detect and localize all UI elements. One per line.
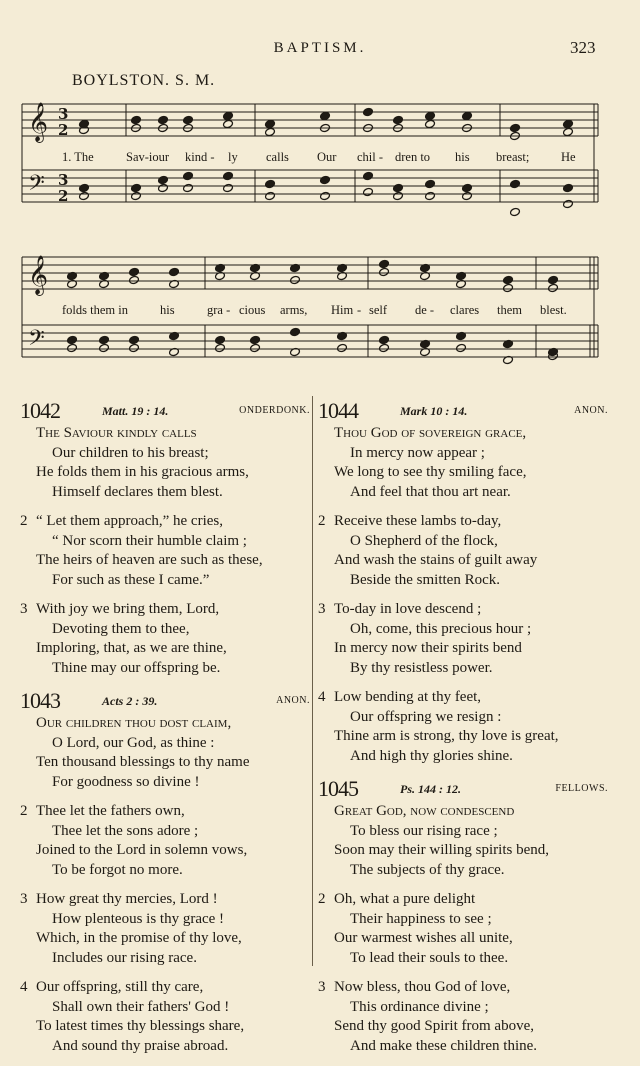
note-head bbox=[548, 283, 559, 292]
page-number: 323 bbox=[570, 38, 596, 57]
verse-text: Send thy good Spirit from above, bbox=[334, 1018, 534, 1034]
verse-text: Soon may their willing spirits bend, bbox=[334, 842, 549, 858]
hymn-heading bbox=[20, 398, 310, 424]
lyric-syllable: breast; bbox=[496, 150, 530, 164]
hymn-1043 bbox=[20, 688, 310, 1056]
verse-line bbox=[318, 551, 608, 571]
note-head bbox=[563, 199, 574, 208]
note-head bbox=[363, 187, 374, 196]
verse-line bbox=[20, 444, 310, 464]
hymn-author: ANON. bbox=[276, 695, 310, 706]
hymn-author: ANON. bbox=[574, 405, 608, 416]
note-head bbox=[131, 115, 142, 124]
note-head bbox=[337, 343, 348, 352]
hymn-author: ONDERDONK. bbox=[239, 405, 310, 416]
verse-line bbox=[20, 620, 310, 640]
note-head bbox=[320, 191, 331, 200]
verse-text: To bless our rising race ; bbox=[350, 822, 498, 839]
verse-line bbox=[318, 424, 608, 444]
verse-text: We long to see thy smiling face, bbox=[334, 464, 527, 480]
note-head bbox=[563, 127, 574, 136]
note-head bbox=[250, 335, 261, 344]
verse-text: To latest times thy blessings share, bbox=[36, 1018, 245, 1034]
note-head bbox=[379, 267, 390, 276]
note-head bbox=[215, 335, 226, 344]
stanza bbox=[20, 890, 310, 968]
note-head bbox=[425, 111, 436, 120]
note-head bbox=[183, 183, 194, 192]
verse-line bbox=[20, 551, 310, 571]
verse-line bbox=[20, 929, 310, 949]
note-head bbox=[320, 175, 331, 184]
verse-text: The heirs of heaven are such as these, bbox=[36, 552, 263, 568]
note-head bbox=[290, 275, 301, 284]
verse-text: O Shepherd of the flock, bbox=[350, 532, 498, 549]
verse-text: Includes our rising race. bbox=[52, 949, 197, 966]
note-head bbox=[563, 183, 574, 192]
verse-text: Our children to his breast; bbox=[52, 444, 209, 461]
note-head bbox=[183, 171, 194, 180]
music-score bbox=[0, 0, 640, 380]
verse-text: And feel that thou art near. bbox=[350, 483, 511, 500]
verse-line bbox=[318, 444, 608, 464]
verse-line bbox=[318, 512, 608, 532]
stanza bbox=[318, 802, 608, 880]
note-head bbox=[510, 207, 521, 216]
note-head bbox=[379, 343, 390, 352]
hymn-1044 bbox=[318, 398, 608, 766]
note-head bbox=[393, 115, 404, 124]
verse-line bbox=[20, 424, 310, 444]
lyric-syllable: Our bbox=[317, 150, 337, 164]
lyric-syllable: - bbox=[357, 303, 362, 317]
note-head bbox=[462, 111, 473, 120]
verse-line bbox=[20, 512, 310, 532]
note-head bbox=[158, 183, 169, 192]
verse-text: How plenteous is thy grace ! bbox=[52, 910, 225, 927]
verse-text: In mercy now their spirits bend bbox=[334, 640, 522, 656]
verse-text: He folds them in his gracious arms, bbox=[36, 464, 249, 480]
note-head bbox=[215, 343, 226, 352]
note-head bbox=[129, 335, 140, 344]
left-column bbox=[20, 398, 310, 1066]
verse-line bbox=[20, 949, 310, 969]
note-head bbox=[223, 119, 234, 128]
hymn-number: 1042 bbox=[20, 398, 60, 423]
stanza bbox=[318, 424, 608, 502]
verse-line bbox=[20, 998, 310, 1018]
verse-line bbox=[318, 708, 608, 728]
lyric-syllable: gra - bbox=[207, 303, 231, 317]
column-divider bbox=[312, 396, 313, 966]
verse-text: Thee let the fathers own, bbox=[36, 803, 185, 819]
verse-text: And wash the stains of guilt away bbox=[334, 552, 538, 568]
verse-text: To be forgot no more. bbox=[52, 861, 183, 878]
note-head bbox=[393, 183, 404, 192]
verse-line bbox=[318, 802, 608, 822]
verse-line bbox=[20, 802, 310, 822]
verse-text: Our offspring we resign : bbox=[350, 708, 502, 725]
verse-text: And sound thy praise abroad. bbox=[52, 1037, 229, 1054]
verse-text: Himself declares them blest. bbox=[52, 483, 223, 500]
note-head bbox=[129, 275, 140, 284]
note-head bbox=[129, 267, 140, 276]
verse-line bbox=[318, 1037, 608, 1057]
lyric-syllable: arms, bbox=[280, 303, 308, 317]
stanza-number: 2 bbox=[318, 891, 326, 907]
hymn-1042 bbox=[20, 398, 310, 678]
note-head bbox=[425, 191, 436, 200]
note-head bbox=[510, 123, 521, 132]
stanza bbox=[20, 714, 310, 792]
stanza bbox=[20, 600, 310, 678]
note-head bbox=[67, 343, 78, 352]
lyric-syllable: Sav-iour bbox=[126, 150, 170, 164]
verse-text: Our children thou dost claim, bbox=[36, 715, 232, 731]
verse-line bbox=[20, 822, 310, 842]
hymn-heading bbox=[318, 398, 608, 424]
note-head bbox=[265, 127, 276, 136]
verse-line bbox=[318, 822, 608, 842]
note-head bbox=[425, 119, 436, 128]
lyric-syllable: chil - bbox=[357, 150, 384, 164]
stanza bbox=[318, 688, 608, 766]
time-signature: 2 bbox=[58, 121, 69, 139]
note-head bbox=[320, 111, 331, 120]
verse-text: Oh, what a pure delight bbox=[334, 891, 476, 907]
verse-line bbox=[318, 463, 608, 483]
stanza-number: 3 bbox=[318, 601, 326, 617]
lyric-syllable: He bbox=[561, 150, 576, 164]
verse-line bbox=[318, 659, 608, 679]
verse-line bbox=[318, 998, 608, 1018]
verse-line bbox=[20, 659, 310, 679]
verse-line bbox=[318, 600, 608, 620]
note-head bbox=[265, 191, 276, 200]
note-head bbox=[223, 183, 234, 192]
running-header: BAPTISM. bbox=[273, 40, 367, 56]
verse-line bbox=[20, 600, 310, 620]
lyric-syllable: his bbox=[455, 150, 470, 164]
verse-text: Devoting them to thee, bbox=[52, 620, 190, 637]
note-head bbox=[503, 283, 514, 292]
stanza-number: 3 bbox=[318, 979, 326, 995]
verse-text: O Lord, our God, as thine : bbox=[52, 734, 215, 751]
verse-text: The Saviour kindly calls bbox=[36, 425, 197, 441]
note-head bbox=[425, 179, 436, 188]
verse-text: Our warmest wishes all unite, bbox=[334, 930, 513, 946]
verse-text: How great thy mercies, Lord ! bbox=[36, 891, 218, 907]
verse-text: Joined to the Lord in solemn vows, bbox=[36, 842, 248, 858]
stanza-number: 3 bbox=[20, 601, 28, 617]
note-head bbox=[265, 179, 276, 188]
note-head bbox=[462, 183, 473, 192]
stanza-number: 4 bbox=[318, 689, 326, 705]
hymn-heading bbox=[20, 688, 310, 714]
stanza-number: 2 bbox=[20, 803, 28, 819]
note-head bbox=[79, 183, 90, 192]
hymn-number: 1043 bbox=[20, 688, 60, 713]
stanza bbox=[20, 512, 310, 590]
note-head bbox=[131, 191, 142, 200]
verse-text: “ Nor scorn their humble claim ; bbox=[52, 532, 247, 549]
lyric-syllable: them bbox=[497, 303, 522, 317]
verse-text: To-day in love descend ; bbox=[334, 601, 482, 617]
verse-line bbox=[318, 532, 608, 552]
verse-line bbox=[318, 949, 608, 969]
hymn-number: 1044 bbox=[318, 398, 358, 423]
note-head bbox=[158, 115, 169, 124]
verse-line bbox=[318, 861, 608, 881]
verse-text: This ordinance divine ; bbox=[350, 998, 489, 1015]
hymn-number: 1045 bbox=[318, 776, 358, 801]
note-head bbox=[67, 335, 78, 344]
lyric-syllable: kind - bbox=[185, 150, 215, 164]
verse-text: Now bless, thou God of love, bbox=[334, 979, 511, 995]
note-head bbox=[563, 119, 574, 128]
lyric-syllable: blest. bbox=[540, 303, 567, 317]
verse-line bbox=[20, 753, 310, 773]
bass-clef-icon: 𝄢 bbox=[28, 171, 45, 201]
verse-line bbox=[20, 978, 310, 998]
note-head bbox=[363, 107, 374, 116]
note-head bbox=[158, 175, 169, 184]
note-head bbox=[79, 191, 90, 200]
verse-line bbox=[20, 571, 310, 591]
verse-line bbox=[20, 463, 310, 483]
lyric-syllable: dren to bbox=[395, 150, 431, 164]
verse-line bbox=[318, 620, 608, 640]
verse-line bbox=[318, 890, 608, 910]
verse-text: Receive these lambs to-day, bbox=[334, 513, 502, 529]
scripture-reference: Acts 2 : 39. bbox=[102, 694, 158, 708]
time-signature: 3 bbox=[58, 105, 69, 123]
verse-line bbox=[318, 688, 608, 708]
verse-text: Thine arm is strong, thy love is great, bbox=[334, 728, 559, 744]
stanza bbox=[318, 890, 608, 968]
stanza bbox=[20, 978, 310, 1056]
stanza bbox=[20, 424, 310, 502]
lyric-syllable: cious bbox=[239, 303, 266, 317]
verse-line bbox=[20, 910, 310, 930]
verse-text: Their happiness to see ; bbox=[350, 910, 492, 927]
verse-line bbox=[20, 1017, 310, 1037]
verse-text: For such as these I came.” bbox=[52, 571, 210, 588]
verse-text: Oh, come, this precious hour ; bbox=[350, 620, 532, 637]
verse-line bbox=[318, 1017, 608, 1037]
note-head bbox=[379, 335, 390, 344]
lyric-syllable: 1. The bbox=[62, 150, 94, 164]
verse-line bbox=[20, 532, 310, 552]
verse-text: Low bending at thy feet, bbox=[334, 689, 482, 705]
verse-text: “ Let them approach,” he cries, bbox=[36, 513, 223, 529]
stanza-number: 3 bbox=[20, 891, 28, 907]
treble-clef-icon: 𝄞 bbox=[28, 102, 49, 142]
time-signature: 3 bbox=[58, 171, 69, 189]
verse-text: Thine may our offspring be. bbox=[52, 659, 221, 676]
verse-line bbox=[318, 929, 608, 949]
verse-line bbox=[20, 483, 310, 503]
verse-text: With joy we bring them, Lord, bbox=[36, 601, 220, 617]
verse-line bbox=[318, 978, 608, 998]
verse-text: By thy resistless power. bbox=[350, 659, 493, 676]
verse-text: To lead their souls to thee. bbox=[350, 949, 509, 966]
verse-text: Great God, now condescend bbox=[334, 803, 515, 819]
time-signature: 2 bbox=[58, 187, 69, 205]
hymn-heading bbox=[318, 776, 608, 802]
note-head bbox=[462, 191, 473, 200]
verse-text: For goodness so divine ! bbox=[52, 773, 200, 790]
verse-text: Imploring, that, as we are thine, bbox=[36, 640, 227, 656]
hymn-author: FELLOWS. bbox=[555, 783, 608, 794]
verse-line bbox=[20, 1037, 310, 1057]
verse-line bbox=[318, 910, 608, 930]
stanza bbox=[318, 512, 608, 590]
note-head bbox=[129, 343, 140, 352]
note-head bbox=[99, 343, 110, 352]
stanza-number: 4 bbox=[20, 979, 28, 995]
note-head bbox=[169, 267, 180, 276]
verse-text: In mercy now appear ; bbox=[350, 444, 485, 461]
note-head bbox=[183, 115, 194, 124]
verse-text: Thee let the sons adore ; bbox=[52, 822, 199, 839]
note-head bbox=[223, 171, 234, 180]
lyric-syllable: folds them in bbox=[62, 303, 128, 317]
note-head bbox=[223, 111, 234, 120]
verse-line bbox=[318, 483, 608, 503]
verse-text: And make these children thine. bbox=[350, 1037, 538, 1054]
stanza bbox=[318, 978, 608, 1056]
verse-text: Ten thousand blessings to thy name bbox=[36, 754, 250, 770]
verse-line bbox=[20, 734, 310, 754]
verse-text: Shall own their fathers' God ! bbox=[52, 998, 230, 1015]
lyric-syllable: his bbox=[160, 303, 175, 317]
note-head bbox=[379, 259, 390, 268]
verse-line bbox=[318, 727, 608, 747]
bass-clef-icon: 𝄢 bbox=[28, 326, 45, 356]
note-head bbox=[131, 183, 142, 192]
verse-line bbox=[318, 571, 608, 591]
verse-line bbox=[318, 747, 608, 767]
note-head bbox=[265, 119, 276, 128]
treble-clef-icon: 𝄞 bbox=[28, 255, 49, 295]
verse-line bbox=[318, 639, 608, 659]
verse-line bbox=[20, 890, 310, 910]
tune-name: BOYLSTON. S. M. bbox=[72, 72, 216, 89]
lyric-syllable: clares bbox=[450, 303, 480, 317]
right-column bbox=[318, 398, 608, 1066]
verse-text: Which, in the promise of thy love, bbox=[36, 930, 242, 946]
verse-line bbox=[318, 841, 608, 861]
lyric-syllable: calls bbox=[266, 150, 289, 164]
note-head bbox=[290, 327, 301, 336]
verse-text: Our offspring, still thy care, bbox=[36, 979, 204, 995]
hymn-1045 bbox=[318, 776, 608, 1056]
verse-text: And high thy glories shine. bbox=[350, 747, 513, 764]
note-head bbox=[250, 343, 261, 352]
note-head bbox=[548, 275, 559, 284]
verse-text: Thou God of sovereign grace, bbox=[334, 425, 527, 441]
scripture-reference: Matt. 19 : 14. bbox=[102, 404, 169, 418]
note-head bbox=[503, 275, 514, 284]
note-head bbox=[363, 171, 374, 180]
verse-text: Beside the smitten Rock. bbox=[350, 571, 500, 588]
lyric-syllable: Him bbox=[331, 303, 354, 317]
scripture-reference: Mark 10 : 14. bbox=[400, 404, 468, 418]
lyric-syllable: self bbox=[369, 303, 388, 317]
verse-line bbox=[20, 639, 310, 659]
verse-line bbox=[20, 714, 310, 734]
verse-text: The subjects of thy grace. bbox=[350, 861, 505, 878]
verse-line bbox=[20, 861, 310, 881]
note-head bbox=[510, 179, 521, 188]
verse-line bbox=[20, 773, 310, 793]
note-head bbox=[99, 335, 110, 344]
note-head bbox=[456, 343, 467, 352]
note-head bbox=[393, 191, 404, 200]
verse-line bbox=[20, 841, 310, 861]
lyric-syllable: ly bbox=[228, 150, 238, 164]
scripture-reference: Ps. 144 : 12. bbox=[400, 782, 461, 796]
stanza-number: 2 bbox=[318, 513, 326, 529]
stanza-number: 2 bbox=[20, 513, 28, 529]
lyric-syllable: de - bbox=[415, 303, 435, 317]
stanza bbox=[20, 802, 310, 880]
stanza bbox=[318, 600, 608, 678]
